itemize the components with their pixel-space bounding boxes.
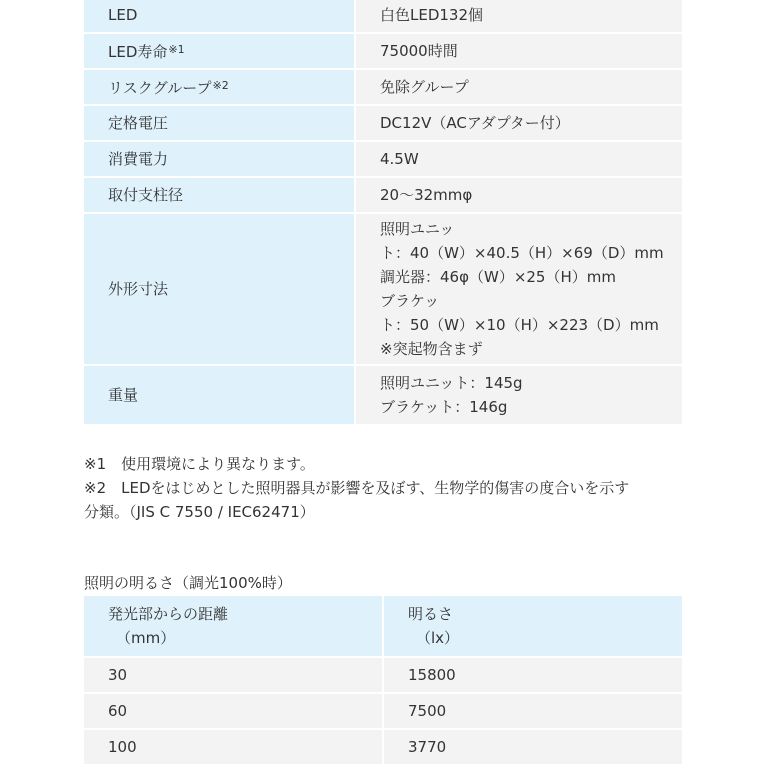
- spec-value: 75000時間: [356, 34, 682, 70]
- spec-value: DC12V（ACアダプター付）: [356, 106, 682, 142]
- footnote-1: ※1 使用環境により異なります。: [84, 455, 315, 473]
- brightness-table-title: 照明の明るさ（調光100%時）: [84, 574, 292, 592]
- header-brightness: 明るさ （lx）: [384, 596, 682, 658]
- spec-row-risk-group: [84, 70, 682, 106]
- table-row: [84, 694, 682, 730]
- brightness-cell: 7500: [384, 694, 682, 730]
- spec-row-led-life: [84, 34, 682, 70]
- spec-row-weight: [84, 366, 682, 426]
- distance-cell: 30: [84, 658, 384, 694]
- spec-value-line: ブラケッ: [380, 292, 440, 310]
- brightness-cell: 3770: [384, 730, 682, 766]
- brightness-table: [84, 596, 682, 766]
- spec-row-led: [84, 0, 682, 34]
- spec-label: LED寿命$^{※1}$: [84, 34, 356, 70]
- distance-cell: 100: [84, 730, 384, 766]
- footnote-2-continued: 分類。（JIS C 7550 / IEC62471）: [84, 503, 315, 521]
- spec-label: 取付支柱径: [84, 178, 356, 214]
- spec-label: 定格電圧: [84, 106, 356, 142]
- spec-value: [356, 366, 682, 426]
- spec-value-line: 照明ユニット：145g: [380, 374, 523, 392]
- spec-value: 4.5W: [356, 142, 682, 178]
- spec-row-pole-diameter: [84, 178, 682, 214]
- spec-row-voltage: [84, 106, 682, 142]
- spec-value: [356, 214, 682, 366]
- spec-table: [84, 0, 682, 426]
- footnote-marker: ※1: [168, 43, 185, 56]
- spec-value-line: ト：50（W）×10（H）×223（D）mm: [380, 316, 659, 334]
- brightness-cell: 15800: [384, 658, 682, 694]
- spec-value-line: 調光器：46φ（W）×25（H）mm: [380, 268, 616, 286]
- spec-value: 白色LED132個: [356, 0, 682, 34]
- spec-value: 免除グループ: [356, 70, 682, 106]
- spec-value-line: 照明ユニッ: [380, 220, 455, 238]
- spec-value-line: ブラケット：146g: [380, 398, 508, 416]
- spec-row-dimensions: [84, 214, 682, 366]
- spec-label: 消費電力: [84, 142, 356, 178]
- spec-label: 外形寸法: [84, 214, 356, 366]
- spec-value-line: ※突起物含まず: [380, 340, 483, 358]
- spec-label: 重量: [84, 366, 356, 426]
- table-row: [84, 658, 682, 694]
- spec-value-line: ト：40（W）×40.5（H）×69（D）mm: [380, 244, 664, 262]
- brightness-table-header: [84, 596, 682, 658]
- header-distance: 発光部からの距離 （mm）: [84, 596, 384, 658]
- distance-cell: 60: [84, 694, 384, 730]
- spec-label: LED: [84, 0, 356, 34]
- footnotes: [84, 452, 684, 524]
- footnote-2: ※2 LEDをはじめとした照明器具が影響を及ぼす、生物学的傷害の度合いを示す: [84, 479, 630, 497]
- spec-row-power: [84, 142, 682, 178]
- spec-label: リスクグループ$^{※2}$: [84, 70, 356, 106]
- table-row: [84, 730, 682, 766]
- spec-value: 20～32mmφ: [356, 178, 682, 214]
- footnote-marker: ※2: [212, 79, 229, 92]
